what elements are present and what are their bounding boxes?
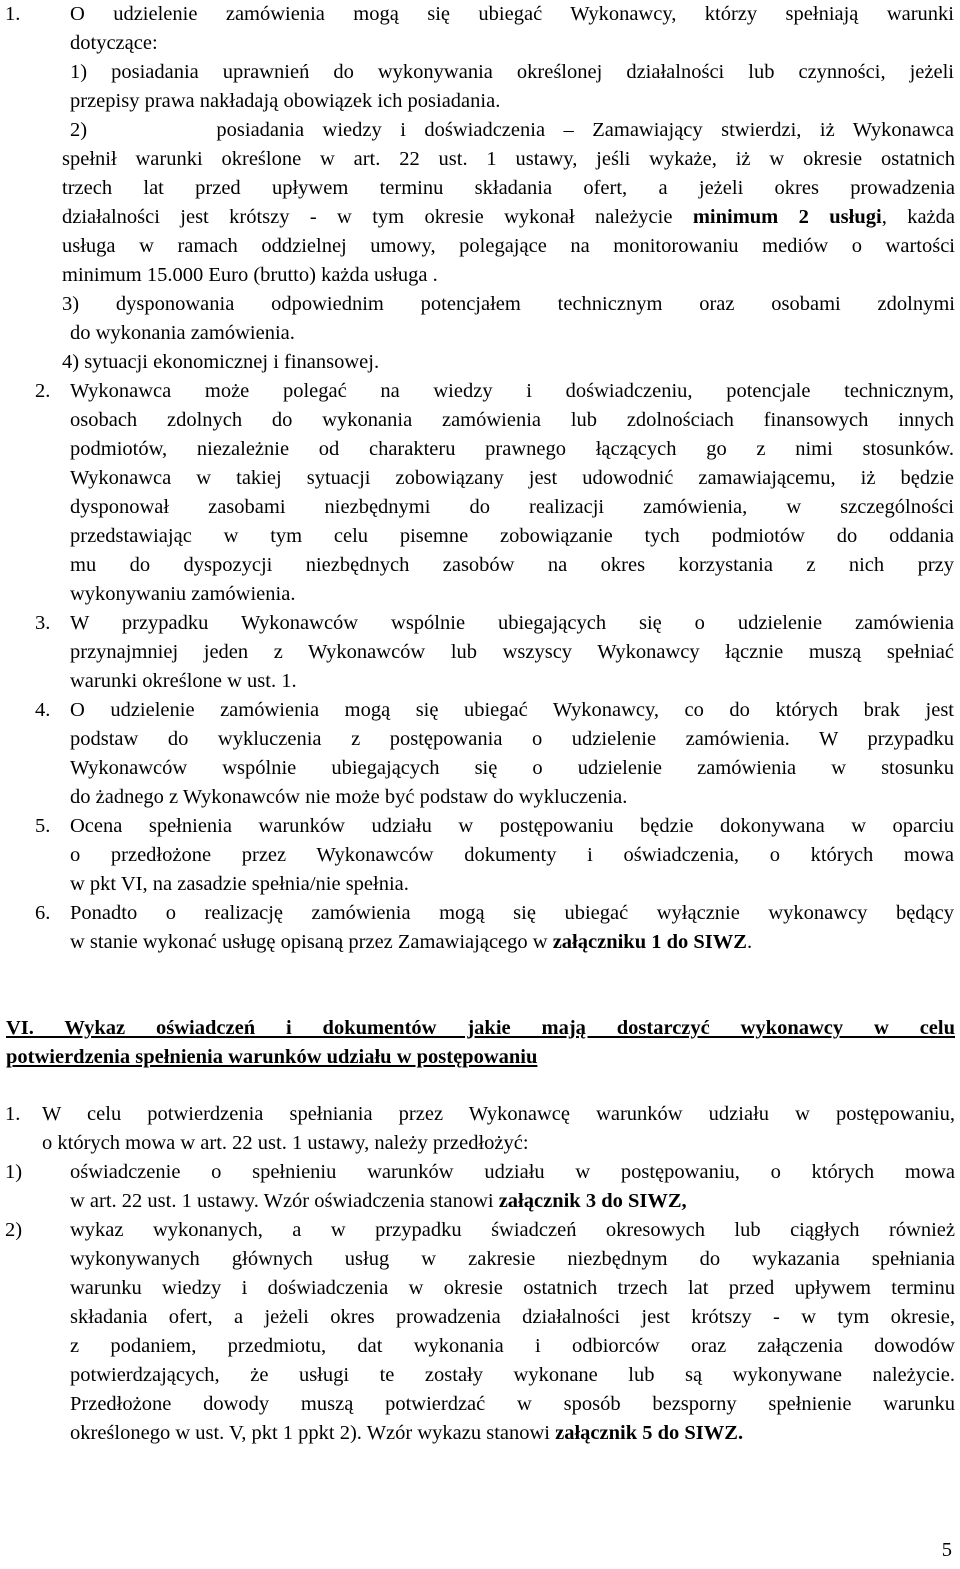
paragraph-line: osobach zdolnych do wykonania zamówienia lub zdolnościach finansowych innych bbox=[70, 409, 954, 431]
paragraph-line: Ponadto o realizację zamówienia mogą się ubiegać wyłącznie wykonawcy będący bbox=[70, 902, 954, 924]
list-item-line: warunku wiedzy i doświadczenia w okresie ostatnich trzech lat przed upływem terminu bbox=[70, 1277, 955, 1299]
paragraph-line: mu do dyspozycji niezbędnych zasobów na okres korzystania z nich przy bbox=[70, 554, 954, 576]
paragraph-line: w pkt VI, na zasadzie spełnia/nie spełnia. bbox=[70, 873, 409, 895]
list-item-line: do wykonania zamówienia. bbox=[70, 322, 295, 344]
list-number: 6. bbox=[35, 902, 51, 924]
paragraph-line: o których mowa w art. 22 ust. 1 ustawy, należy przedłożyć: bbox=[42, 1132, 529, 1154]
list-number: 5. bbox=[35, 815, 51, 837]
list-item-line: trzech lat przed upływem terminu składania ofert, a jeżeli okres prowadzenia bbox=[62, 177, 955, 199]
list-item-line: usługa w ramach oddzielnej umowy, polegające na monitorowaniu mediów o wartości bbox=[62, 235, 955, 257]
list-number: 2. bbox=[35, 380, 51, 402]
list-item-line: Przedłożone dowody muszą potwierdzać w sposób bezsporny spełnienie warunku bbox=[70, 1393, 955, 1415]
list-item-line: 1) posiadania uprawnień do wykonywania określonej działalności lub czynności, jeżeli bbox=[70, 61, 954, 83]
paragraph-line: W przypadku Wykonawców wspólnie ubiegających się o udzielenie zamówienia bbox=[70, 612, 954, 634]
list-number: 4. bbox=[35, 699, 51, 721]
list-item-line: działalności jest krótszy - w tym okresie wykonał należycie minimum 2 usługi, każda bbox=[62, 206, 955, 228]
list-number: 1. bbox=[5, 3, 21, 25]
list-item-line: z podaniem, przedmiotu, dat wykonania i odbiorców oraz załączenia dowodów bbox=[70, 1335, 955, 1357]
paragraph-line: wykonywaniu zamówienia. bbox=[70, 583, 296, 605]
paragraph-line: podmiotów, niezależnie od charakteru prawnego łączących go z nimi stosunków. bbox=[70, 438, 954, 460]
paragraph-line: Wykonawca może polegać na wiedzy i doświadczeniu, potencjale technicznym, bbox=[70, 380, 954, 402]
list-item-line: oświadczenie o spełnieniu warunków udziału w postępowaniu, o których mowa bbox=[70, 1161, 955, 1183]
list-item-line: spełnił warunki określone w art. 22 ust. 1 ustawy, jeśli wykaże, iż w okresie ostatnich bbox=[62, 148, 955, 170]
paragraph-line: W celu potwierdzenia spełniania przez Wykonawcę warunków udziału w postępowaniu, bbox=[42, 1103, 955, 1125]
page-number: 5 bbox=[941, 1539, 952, 1561]
paragraph-line: przynajmniej jeden z Wykonawców lub wszyscy Wykonawcy łącznie muszą spełniać bbox=[70, 641, 954, 663]
list-item-line: wykaz wykonanych, a w przypadku świadczeń okresowych lub ciągłych również bbox=[70, 1219, 955, 1241]
list-number: 2) bbox=[5, 1219, 23, 1241]
paragraph-line: o przedłożone przez Wykonawców dokumenty i oświadczenia, o których mowa bbox=[70, 844, 954, 866]
paragraph-line: O udzielenie zamówienia mogą się ubiegać Wykonawcy, co do których brak jest bbox=[70, 699, 954, 721]
paragraph-line: dysponował zasobami niezbędnymi do realizacji zamówienia, w szczególności bbox=[70, 496, 954, 518]
list-item-line: przepisy prawa nakładają obowiązek ich posiadania. bbox=[70, 90, 501, 112]
paragraph-line: Wykonawca w takiej sytuacji zobowiązany jest udowodnić zamawiającemu, iż będzie bbox=[70, 467, 954, 489]
list-item-line: potwierdzających, że usługi te zostały wykonane lub są wykonywane należycie. bbox=[70, 1364, 955, 1386]
list-item-line: składania ofert, a jeżeli okres prowadzenia działalności jest krótszy - w tym okresie, bbox=[70, 1306, 955, 1328]
list-item-line: minimum 15.000 Euro (brutto) każda usługa . bbox=[62, 264, 438, 286]
list-item-line: 2) posiadania wiedzy i doświadczenia – Zamawiający stwierdzi, iż Wykonawca bbox=[70, 119, 954, 141]
paragraph-line: dotyczące: bbox=[70, 32, 158, 54]
paragraph-line: warunki określone w ust. 1. bbox=[70, 670, 297, 692]
list-number: 1. bbox=[5, 1103, 21, 1125]
paragraph-line: do żadnego z Wykonawców nie może być podstaw do wykluczenia. bbox=[70, 786, 628, 808]
paragraph-line: w stanie wykonać usługę opisaną przez Zamawiającego w załączniku 1 do SIWZ. bbox=[70, 931, 753, 953]
list-item-line: 3) dysponowania odpowiednim potencjałem technicznym oraz osobami zdolnymi bbox=[62, 293, 955, 315]
list-item-line: w art. 22 ust. 1 ustawy. Wzór oświadczenia stanowi załącznik 3 do SIWZ, bbox=[70, 1190, 687, 1212]
list-item-line: określonego w ust. V, pkt 1 ppkt 2). Wzór wykazu stanowi załącznik 5 do SIWZ. bbox=[70, 1422, 744, 1444]
section-heading: VI. Wykaz oświadczeń i dokumentów jakie mają dostarczyć wykonawcy w celu bbox=[6, 1017, 955, 1039]
list-item-line: 4) sytuacji ekonomicznej i finansowej. bbox=[62, 351, 380, 373]
paragraph-line: Ocena spełnienia warunków udziału w postępowaniu będzie dokonywana w oparciu bbox=[70, 815, 954, 837]
section-heading: potwierdzenia spełnienia warunków udziału w postępowaniu bbox=[6, 1046, 538, 1068]
list-number: 3. bbox=[35, 612, 51, 634]
paragraph-line: podstaw do wykluczenia z postępowania o udzielenie zamówienia. W przypadku bbox=[70, 728, 954, 750]
paragraph-line: Wykonawców wspólnie ubiegających się o udzielenie zamówienia w stosunku bbox=[70, 757, 954, 779]
list-item-line: wykonywanych głównych usług w zakresie niezbędnym do wykazania spełniania bbox=[70, 1248, 955, 1270]
list-number: 1) bbox=[5, 1161, 23, 1183]
paragraph-line: przedstawiając w tym celu pisemne zobowiązanie tych podmiotów do oddania bbox=[70, 525, 954, 547]
paragraph-line: O udzielenie zamówienia mogą się ubiegać Wykonawcy, którzy spełniają warunki bbox=[70, 3, 954, 25]
